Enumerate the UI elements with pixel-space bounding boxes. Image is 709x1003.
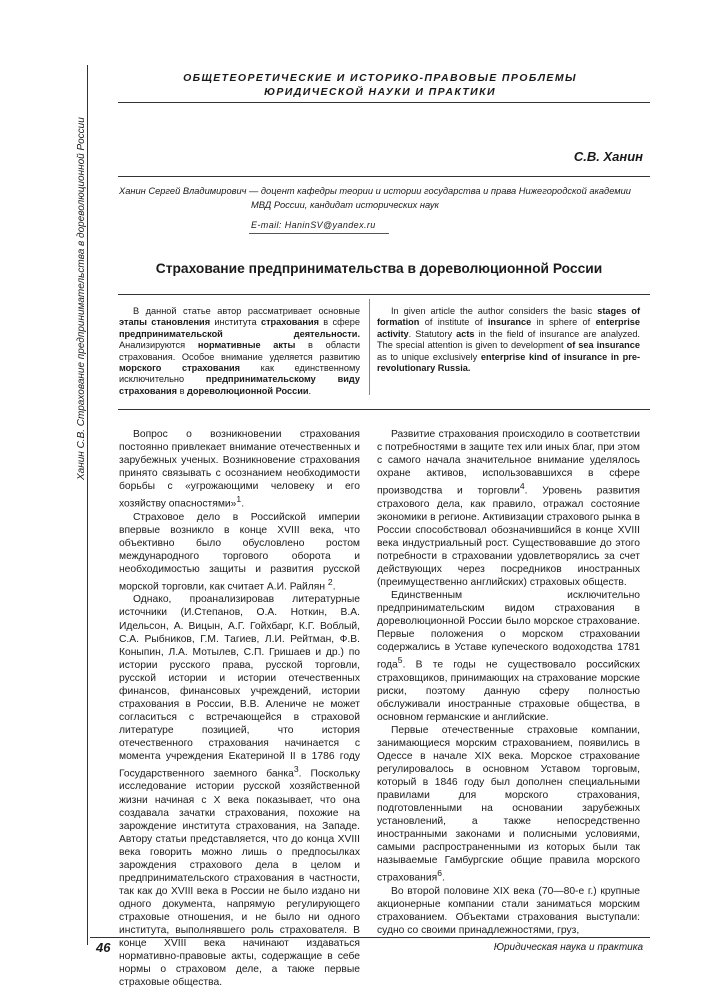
body-column-left bbox=[119, 428, 360, 989]
author-email: E-mail: HaninSV@yandex.ru bbox=[251, 220, 376, 230]
section-header-line-2: ЮРИДИЧЕСКОЙ НАУКИ И ПРАКТИКИ bbox=[264, 86, 496, 98]
page-number: 46 bbox=[96, 940, 111, 955]
margin-rule bbox=[87, 65, 88, 945]
author-info-line-2: МВД России, кандидат исторических наук bbox=[251, 200, 439, 210]
abstract-rule bbox=[118, 409, 650, 410]
section-header-line-1: ОБЩЕТЕОРЕТИЧЕСКИЕ И ИСТОРИКО-ПРАВОВЫЕ ПРОБЛЕМЫ bbox=[183, 72, 577, 84]
article-title: Страхование предпринимательства в дореволюционной России bbox=[155, 261, 603, 276]
header-rule bbox=[118, 102, 650, 103]
body-column-right bbox=[377, 428, 640, 937]
abstract-en: In given article the author considers the basic stages of formation of institute of insurance in sphere of enterprise activity. Statutory acts in the field of insurance are analyzed. The special attention is given to development of sea insurance as to unique exclusively enterprise kind of insurance in pre-revolutionary Russia. bbox=[377, 306, 641, 374]
running-title: Ханин С.В. Страхование предпринимательства в дореволюционной России bbox=[76, 117, 87, 480]
paragraph: Единственным исключительно предпринимательским видом страхования в дореволюционной России было морское страхование. Первые положения о морском страховании содержались в Уставе купеческого водоходства 1781 года$^5$. В те годы не существовало российских страховщиков, принимающих на страхование морские риски, поэтому данную сферу полностью обслуживали иностранные страховые общества, в основном германские и английские. bbox=[377, 589, 640, 723]
author-info bbox=[119, 184, 649, 212]
paragraph: Первые отечественные страховые компании, занимающиеся морским страхованием, появились в Одессе в начале XIX века. Морское страхование регулировалось в основном Уставом торговым, который в 1846 году был дополнен специальными правилами для морского страхования, подготовленными на основании зарубежных установлений, а также непосредственно иностранными законами и полисными условиями, самыми распространенными из которых были так называемые Гамбургские общие правила морского страхования$^6$. bbox=[377, 724, 640, 884]
paragraph: Однако, проанализировав литературные источники (И.Степанов, О.А. Ноткин, В.А. Идельсон, А. Вицын, А.Г. Гойхбарг, К.Г. Воблый, С.А. Рыбников, Г.М. Тагиев, Л.И. Рейтман, Ф.В. Коныпин, Л.А. Мотылев, С.П. Гришаев и др.) по истории русского права, русской торговли, русской истории и истории отечественных финансов, финансовых учреждений, истории страхования в России, В.В. Алениче не может согласиться с встречающейся в страховой литературе позицией, что история отечественного страхования начинается с момента учреждения Екатериной II в 1786 году Государственного заемного банка$^3$. Поскольку исследование истории русской хозяйственной жизни начиная с X века показывает, что она создавала зачатки страхования, похожие на зарождение института страхования, на Западе. Автору статьи представляется, что до конца XVIII века говорить можно лишь о предпосылках зарождения страхового дела в целом и предпринимательского страхования в частности, так как до XVIII века в России не было издано ни одного документа, напрямую регулирующего страховые отношения, и не было ни одного института, выполнявшего роль страхователя. В конце XVIII века начинают издаваться нормативно-правовые акты, содержащие в себе нормы о страховом деле, а также первые страховые общества. bbox=[119, 594, 360, 989]
author-name: С.В. Ханин bbox=[573, 149, 643, 164]
title-rule bbox=[118, 294, 650, 295]
footer-rule bbox=[90, 937, 650, 938]
paragraph: Развитие страхования происходило в соответствии с потребностями в защите тех или иных благ, при этом с самого начала значительное внимание уделялось охране активов, использовавшихся в сфере производства и торговли$^4$. Уровень развития страхового дела, как правило, отражал состояние экономики в регионе. Активизации страхового рынка в России способствовал обозначившийся в конце XVIII века индустриальный рост. Существовавшие до этого потребности в страховании удовлетворялись за счет действующих через посредников иностранных (преимущественно английских) страховых обществ. bbox=[377, 429, 641, 588]
abstract-divider bbox=[369, 299, 370, 395]
author-rule bbox=[118, 176, 650, 177]
author-info-line-1: Ханин Сергей Владимирович — доцент кафедры теории и истории государства и права Нижегородской академии bbox=[119, 186, 631, 196]
journal-name: Юридическая наука и практика bbox=[493, 942, 643, 953]
paragraph: Вопрос о возникновении страхования постоянно привлекает внимание отечественных и зарубежных ученых. Возникновение страхования принято связывать с осознанием необходимости борьбы с «угрожающими человеку и его хозяйству опасностями»$^1$. bbox=[119, 429, 360, 510]
paragraph: Страховое дело в Российской империи впервые возникло в конце XVIII века, что объективно было обусловлено ростом международного торгового оборота и необходимостью защиты и развития русской морской торговли, как считает А.И. Райлян $^2$. bbox=[119, 511, 360, 593]
email-rule bbox=[249, 233, 389, 234]
abstract-ru: В данной статье автор рассматривает основные этапы становления института страхования в сфере предпринимательской деятельности. Анализируются нормативные акты в области страхования. Особое внимание уделяется развитию морского страхования как единственному исключительно предпринимательскому виду страхования в дореволюционной России. bbox=[119, 306, 360, 396]
paragraph: Во второй половине XIX века (70—80-е г.) крупные акционерные компании стали заниматься морским страхованием. Объектами страхования выступали: судно со своими принадлежностями, груз, bbox=[377, 885, 640, 936]
